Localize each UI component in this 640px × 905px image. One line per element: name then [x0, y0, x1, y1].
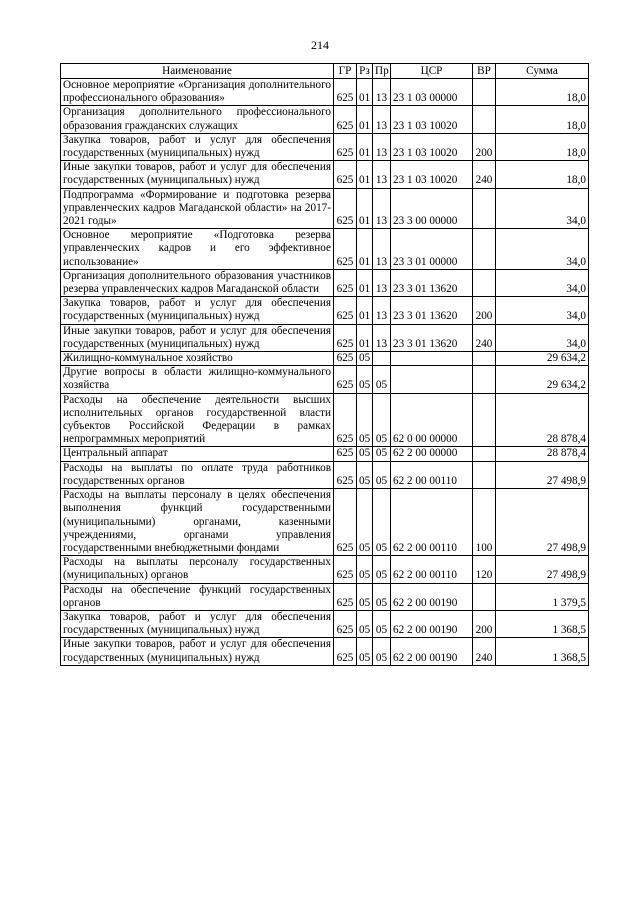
cell-vr	[473, 366, 496, 393]
cell-vr: 240	[473, 161, 496, 188]
cell-csr: 62 2 00 00190	[391, 610, 473, 637]
cell-sum: 27 498,9	[496, 461, 589, 488]
table-row	[61, 324, 589, 351]
header-rz: Рз	[357, 64, 373, 79]
cell-gr: 625	[334, 133, 357, 160]
cell-rz: 01	[357, 269, 373, 296]
cell-gr: 625	[334, 366, 357, 393]
cell-csr: 62 2 00 00110	[391, 556, 473, 583]
cell-gr: 625	[334, 269, 357, 296]
cell-name: Иные закупки товаров, работ и услуг для обеспечения государственных (муниципальных) нужд	[61, 324, 334, 351]
table-row	[61, 297, 589, 324]
table-row	[61, 366, 589, 393]
table-row	[61, 79, 589, 106]
cell-pr	[373, 352, 391, 366]
cell-sum: 29 634,2	[496, 366, 589, 393]
cell-name: Расходы на выплаты персоналу в целях обеспечения выполнения функций государственными (муниципальными) органами, казенными учреждениями, органами управления государственными внебюджетными фондами	[61, 489, 334, 556]
cell-sum: 29 634,2	[496, 352, 589, 366]
table-row	[61, 556, 589, 583]
cell-rz: 01	[357, 188, 373, 229]
cell-name: Организация дополнительного образования участников резерва управленческих кадров Магаданской области	[61, 269, 334, 296]
cell-rz: 01	[357, 161, 373, 188]
cell-gr: 625	[334, 447, 357, 461]
cell-rz: 01	[357, 297, 373, 324]
cell-pr: 05	[373, 447, 391, 461]
cell-vr: 200	[473, 610, 496, 637]
cell-gr: 625	[334, 188, 357, 229]
cell-gr: 625	[334, 393, 357, 447]
cell-vr	[473, 393, 496, 447]
cell-pr: 05	[373, 489, 391, 556]
cell-name: Закупка товаров, работ и услуг для обеспечения государственных (муниципальных) нужд	[61, 297, 334, 324]
table-row	[61, 447, 589, 461]
header-name: Наименование	[61, 64, 334, 79]
cell-gr: 625	[334, 161, 357, 188]
cell-gr: 625	[334, 79, 357, 106]
cell-pr: 13	[373, 269, 391, 296]
cell-csr: 23 3 01 13620	[391, 324, 473, 351]
cell-gr: 625	[334, 229, 357, 270]
cell-csr: 62 2 00 00190	[391, 583, 473, 610]
cell-csr: 62 2 00 00190	[391, 638, 473, 665]
table-body	[61, 79, 589, 666]
cell-vr	[473, 447, 496, 461]
header-gr: ГР	[334, 64, 357, 79]
cell-pr: 13	[373, 297, 391, 324]
cell-rz: 01	[357, 106, 373, 133]
cell-csr: 23 3 01 00000	[391, 229, 473, 270]
cell-rz: 01	[357, 133, 373, 160]
cell-gr: 625	[334, 638, 357, 665]
cell-name: Другие вопросы в области жилищно-коммунального хозяйства	[61, 366, 334, 393]
cell-name: Иные закупки товаров, работ и услуг для обеспечения государственных (муниципальных) нужд	[61, 161, 334, 188]
table-row	[61, 638, 589, 665]
page-number: 214	[311, 38, 329, 52]
cell-name: Иные закупки товаров, работ и услуг для обеспечения государственных (муниципальных) нужд	[61, 638, 334, 665]
cell-rz: 01	[357, 79, 373, 106]
cell-rz: 05	[357, 489, 373, 556]
cell-sum: 1 368,5	[496, 638, 589, 665]
cell-sum: 18,0	[496, 133, 589, 160]
cell-sum: 1 368,5	[496, 610, 589, 637]
cell-sum: 18,0	[496, 106, 589, 133]
cell-rz: 05	[357, 583, 373, 610]
cell-name: Закупка товаров, работ и услуг для обеспечения государственных (муниципальных) нужд	[61, 133, 334, 160]
header-vr: ВР	[473, 64, 496, 79]
cell-vr: 100	[473, 489, 496, 556]
header-csr: ЦСР	[391, 64, 473, 79]
cell-vr	[473, 583, 496, 610]
cell-vr	[473, 188, 496, 229]
cell-pr: 13	[373, 133, 391, 160]
cell-gr: 625	[334, 489, 357, 556]
cell-sum: 28 878,4	[496, 393, 589, 447]
cell-vr: 200	[473, 297, 496, 324]
cell-vr	[473, 106, 496, 133]
header-pr: Пр	[373, 64, 391, 79]
cell-pr: 05	[373, 583, 391, 610]
cell-gr: 625	[334, 610, 357, 637]
cell-vr	[473, 461, 496, 488]
cell-name: Расходы на обеспечение деятельности высших исполнительных органов государственной власти субъектов Российской Федерации в рамках непрограммных мероприятий	[61, 393, 334, 447]
cell-name: Основное мероприятие «Организация дополнительного профессионального образования»	[61, 79, 334, 106]
cell-sum: 34,0	[496, 324, 589, 351]
cell-pr: 05	[373, 556, 391, 583]
cell-csr: 62 0 00 00000	[391, 393, 473, 447]
table-row	[61, 269, 589, 296]
cell-csr	[391, 352, 473, 366]
cell-pr: 13	[373, 229, 391, 270]
cell-pr: 13	[373, 324, 391, 351]
cell-rz: 05	[357, 610, 373, 637]
cell-pr: 05	[373, 461, 391, 488]
cell-rz: 01	[357, 229, 373, 270]
cell-gr: 625	[334, 583, 357, 610]
cell-csr: 23 3 01 13620	[391, 269, 473, 296]
cell-vr	[473, 229, 496, 270]
table-row	[61, 610, 589, 637]
cell-csr: 23 1 03 10020	[391, 161, 473, 188]
table-row	[61, 188, 589, 229]
cell-gr: 625	[334, 352, 357, 366]
cell-csr: 23 3 00 00000	[391, 188, 473, 229]
cell-csr: 62 2 00 00110	[391, 489, 473, 556]
budget-table	[60, 63, 589, 666]
cell-rz: 05	[357, 393, 373, 447]
cell-gr: 625	[334, 556, 357, 583]
cell-vr: 240	[473, 638, 496, 665]
cell-gr: 625	[334, 324, 357, 351]
cell-pr: 05	[373, 366, 391, 393]
header-sum: Сумма	[496, 64, 589, 79]
cell-name: Расходы на выплаты персоналу государственных (муниципальных) органов	[61, 556, 334, 583]
cell-rz: 05	[357, 366, 373, 393]
cell-name: Центральный аппарат	[61, 447, 334, 461]
table-row	[61, 583, 589, 610]
cell-csr: 23 1 03 10020	[391, 133, 473, 160]
cell-name: Жилищно-коммунальное хозяйство	[61, 352, 334, 366]
table-row	[61, 352, 589, 366]
cell-gr: 625	[334, 461, 357, 488]
cell-name: Организация дополнительного профессионального образования гражданских служащих	[61, 106, 334, 133]
cell-pr: 05	[373, 393, 391, 447]
cell-vr: 200	[473, 133, 496, 160]
cell-vr: 240	[473, 324, 496, 351]
table-row	[61, 133, 589, 160]
table-row	[61, 106, 589, 133]
cell-vr	[473, 352, 496, 366]
cell-sum: 34,0	[496, 188, 589, 229]
table-row	[61, 229, 589, 270]
cell-gr: 625	[334, 297, 357, 324]
cell-rz: 05	[357, 556, 373, 583]
cell-csr: 62 2 00 00110	[391, 461, 473, 488]
cell-name: Расходы на выплаты по оплате труда работников государственных органов	[61, 461, 334, 488]
cell-sum: 18,0	[496, 161, 589, 188]
table-row	[61, 393, 589, 447]
cell-sum: 18,0	[496, 79, 589, 106]
cell-rz: 05	[357, 461, 373, 488]
cell-sum: 1 379,5	[496, 583, 589, 610]
cell-pr: 05	[373, 610, 391, 637]
cell-csr: 23 1 03 00000	[391, 79, 473, 106]
cell-csr: 23 3 01 13620	[391, 297, 473, 324]
cell-vr: 120	[473, 556, 496, 583]
cell-csr	[391, 366, 473, 393]
cell-name: Подпрограмма «Формирование и подготовка резерва управленческих кадров Магаданской области» на 2017-2021 годы»	[61, 188, 334, 229]
cell-rz: 05	[357, 638, 373, 665]
table-row	[61, 461, 589, 488]
cell-pr: 13	[373, 161, 391, 188]
cell-rz: 05	[357, 447, 373, 461]
cell-pr: 13	[373, 79, 391, 106]
cell-sum: 34,0	[496, 229, 589, 270]
cell-csr: 62 2 00 00000	[391, 447, 473, 461]
cell-pr: 13	[373, 188, 391, 229]
cell-vr	[473, 269, 496, 296]
cell-pr: 05	[373, 638, 391, 665]
cell-name: Основное мероприятие «Подготовка резерва управленческих кадров и его эффективное использование»	[61, 229, 334, 270]
cell-rz: 05	[357, 352, 373, 366]
cell-name: Расходы на обеспечение функций государственных органов	[61, 583, 334, 610]
cell-sum: 34,0	[496, 269, 589, 296]
table-row	[61, 161, 589, 188]
cell-pr: 13	[373, 106, 391, 133]
cell-csr: 23 1 03 10020	[391, 106, 473, 133]
cell-sum: 34,0	[496, 297, 589, 324]
cell-sum: 27 498,9	[496, 489, 589, 556]
cell-name: Закупка товаров, работ и услуг для обеспечения государственных (муниципальных) нужд	[61, 610, 334, 637]
cell-sum: 27 498,9	[496, 556, 589, 583]
cell-rz: 01	[357, 324, 373, 351]
cell-sum: 28 878,4	[496, 447, 589, 461]
table-header-row	[61, 64, 589, 79]
table-row	[61, 489, 589, 556]
cell-vr	[473, 79, 496, 106]
cell-gr: 625	[334, 106, 357, 133]
